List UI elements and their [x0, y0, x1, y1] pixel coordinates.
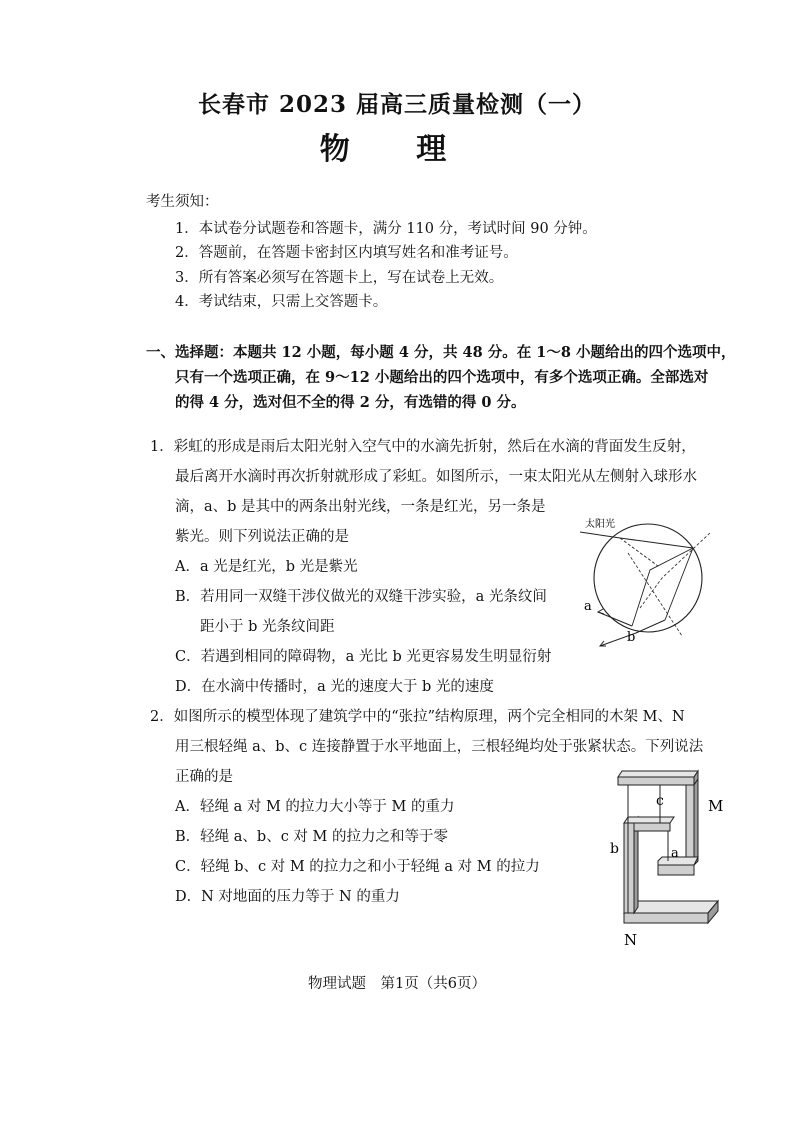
arrowhead-a	[598, 609, 604, 614]
section-instructions-line-2: 只有一个选项正确，在 9～12 小题给出的四个选项中，有多个选项正确。全部选对	[175, 369, 709, 386]
exam-title: 长春市 2023 届高三质量检测（一）	[197, 91, 597, 118]
q2-stem-line-1: 2．如图所示的模型体现了建筑学中的“张拉”结构原理，两个完全相同的木架 M、N	[150, 709, 685, 725]
q2-stem-line-3: 正确的是	[175, 769, 233, 785]
frame-m-post	[686, 785, 694, 865]
q1-stem-line-3: 滴，a、b 是其中的两条出射光线，一条是红光，另一条是	[175, 499, 546, 515]
frame-n-base-bar	[624, 913, 708, 923]
q2-option-b: B．轻绳 a、b、c 对 M 的拉力之和等于零	[175, 829, 448, 845]
q1-option-b-line-1: B．若用同一双缝干涉仪做光的双缝干涉实验，a 光条纹间	[175, 589, 547, 605]
raindrop-circle	[594, 524, 702, 632]
q2-option-c: C．轻绳 b、c 对 M 的拉力之和小于轻绳 a 对 M 的拉力	[175, 859, 540, 875]
q1-stem-line-1: 1．彩虹的形成是雨后太阳光射入空气中的水滴先折射，然后在水滴的背面发生反射，	[150, 439, 696, 455]
q1-option-b-line-2: 距小于 b 光条纹间距	[200, 619, 335, 635]
frame-m-top-face	[618, 771, 698, 777]
subject-title: 物 理	[319, 132, 475, 167]
notice-heading: 考生须知：	[146, 194, 219, 210]
normal-line-1	[640, 533, 710, 608]
section-instructions-line-3: 的得 4 分，选对但不全的得 2 分，有选错的得 0 分。	[175, 394, 526, 411]
q1-option-a: A．a 光是红光，b 光是紫光	[175, 559, 358, 575]
tensegrity-model-figure	[600, 765, 740, 955]
section-instructions-line-1: 一、选择题：本题共 12 小题，每小题 4 分，共 48 分。在 1～8 小题给出的四个选项中，	[146, 344, 736, 361]
raindrop-refraction-figure	[570, 508, 730, 658]
q1-option-d: D．在水滴中传播时，a 光的速度大于 b 光的速度	[175, 679, 494, 695]
q2-option-d: D．N 对地面的压力等于 N 的重力	[175, 889, 400, 905]
ray-a-label: a	[584, 599, 592, 614]
label-c: c	[656, 793, 664, 809]
incident-ray	[580, 532, 693, 548]
ray-b-label: b	[627, 630, 636, 645]
page-footer: 物理试题 第1页（共6页）	[308, 976, 486, 992]
normal-line-2	[628, 553, 682, 636]
frame-n-top-face	[624, 817, 674, 823]
notice-item-2: 2．答题前，在答题卡密封区内填写姓名和准考证号。	[175, 245, 518, 261]
q1-stem-line-2: 最后离开水滴时再次折射就形成了彩虹。如图所示，一束太阳光从左侧射入球形水	[175, 469, 697, 485]
label-a: a	[671, 846, 679, 861]
frame-n-post	[624, 823, 634, 913]
q2-option-a: A．轻绳 a 对 M 的拉力大小等于 M 的重力	[175, 799, 455, 815]
frame-m-top-bar	[618, 777, 694, 785]
q1-stem-line-4: 紫光。则下列说法正确的是	[175, 529, 349, 545]
reflected-ray-a	[632, 548, 693, 626]
frame-m-post-side	[694, 779, 698, 865]
frame-m-bottom-bar	[658, 865, 694, 875]
notice-item-1: 1．本试卷分试题卷和答题卡，满分 110 分，考试时间 90 分钟。	[175, 221, 597, 237]
notice-item-4: 4．考试结束，只需上交答题卡。	[175, 294, 388, 310]
q1-option-c: C．若遇到相同的障碍物，a 光比 b 光更容易发生明显衍射	[175, 649, 552, 665]
notice-item-3: 3．所有答案必须写在答题卡上，写在试卷上无效。	[175, 270, 504, 286]
label-b: b	[610, 841, 619, 857]
label-n: N	[624, 931, 638, 949]
frame-n-top-bar	[634, 823, 670, 831]
reflected-ray-b	[665, 548, 693, 620]
label-m: M	[708, 797, 724, 815]
sunlight-label: 太阳光	[585, 519, 615, 530]
q2-stem-line-2: 用三根轻绳 a、b、c 连接静置于水平地面上，三根轻绳均处于张紧状态。下列说法	[175, 739, 704, 755]
